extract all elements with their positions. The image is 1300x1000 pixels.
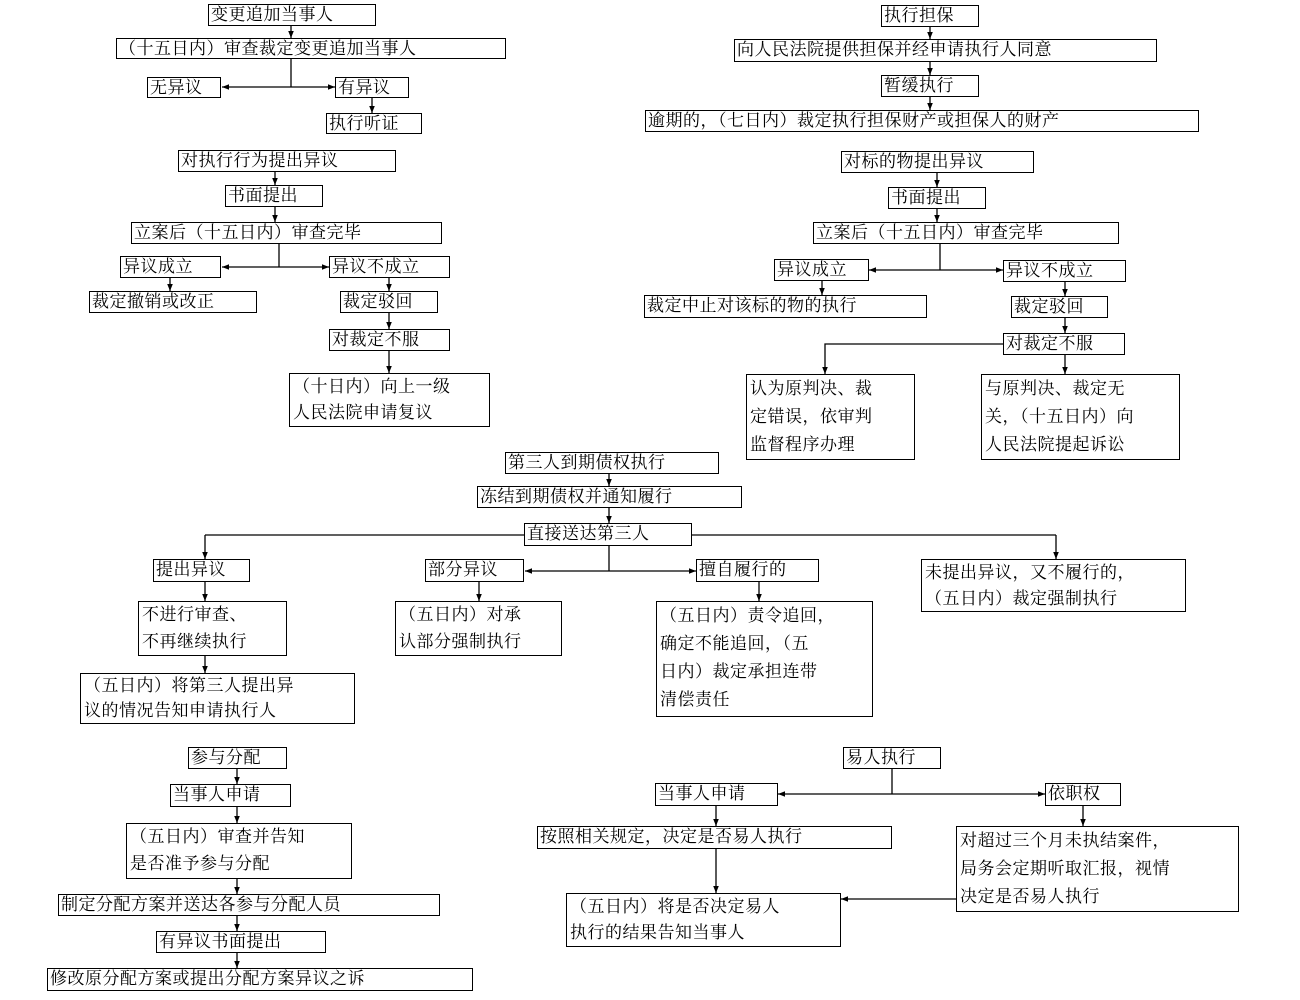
node-written-objection: 有异议书面提出 — [156, 931, 326, 953]
node-line: 清偿责任 — [660, 690, 730, 710]
node-line: 关，（十五日内）向 — [985, 407, 1134, 427]
node-party-application-1: 当事人申请 — [170, 784, 291, 807]
node-unauthorized-performance: 擅自履行的 — [696, 559, 819, 582]
node-line: （五日内）裁定强制执行 — [925, 589, 1118, 609]
node-objection-to-act: 对执行行为提出异议 — [178, 150, 396, 172]
node-objection-rejected-2: 异议不成立 — [1003, 260, 1126, 282]
node-partial-objection: 部分异议 — [425, 559, 524, 582]
node-draft-distribution-plan: 制定分配方案并送达各参与分配人员 — [58, 894, 440, 916]
node-trial-supervision — [746, 374, 915, 460]
node-line: 对超过三个月未执结案件， — [960, 831, 1170, 851]
node-third-party-claim: 第三人到期债权执行 — [505, 452, 719, 474]
node-no-objection: 无异议 — [147, 77, 221, 98]
node-execution-guarantee: 执行担保 — [881, 5, 979, 27]
node-dismiss-2: 裁定驳回 — [1011, 296, 1108, 318]
node-dissatisfied-2: 对裁定不服 — [1003, 333, 1125, 355]
node-line: 定错误，依审判 — [750, 407, 873, 427]
node-line: 确定不能追回，（五 — [660, 634, 809, 654]
node-dissatisfied-1: 对裁定不服 — [329, 329, 450, 351]
node-review-notify-distribution — [126, 823, 352, 879]
node-filing-review-1: 立案后（十五日内）审查完毕 — [131, 222, 442, 244]
node-line: 人民法院申请复议 — [293, 403, 433, 423]
node-line: 监督程序办理 — [750, 435, 855, 455]
node-line: 未提出异议，又不履行的， — [925, 563, 1135, 583]
node-change-executor: 易人执行 — [843, 747, 941, 769]
node-provide-guarantee: 向人民法院提供担保并经申请执行人同意 — [734, 39, 1157, 62]
node-party-application-2: 当事人申请 — [655, 783, 778, 806]
node-hearing: 执行听证 — [326, 113, 422, 134]
node-line: 局务会定期听取汇报，视情 — [960, 859, 1170, 879]
node-line: （五日内）责令追回， — [660, 606, 835, 626]
node-objection-upheld-2: 异议成立 — [774, 259, 869, 281]
node-file-lawsuit — [981, 374, 1180, 460]
node-line: 执行的结果告知当事人 — [570, 923, 745, 943]
node-no-objection-no-performance — [921, 559, 1186, 612]
node-line: 议的情况告知申请执行人 — [84, 701, 277, 721]
node-line: （五日内）对承 — [399, 605, 522, 625]
node-no-review — [138, 601, 287, 656]
node-apply-reconsideration — [289, 373, 490, 427]
node-line: 是否准予参与分配 — [130, 854, 270, 874]
node-notify-applicant — [80, 673, 355, 724]
node-modify-plan-or-sue: 修改原分配方案或提出分配方案异议之诉 — [47, 968, 473, 991]
node-freeze-claim: 冻结到期债权并通知履行 — [477, 486, 742, 508]
node-notify-result — [566, 893, 841, 947]
node-raise-objection: 提出异议 — [153, 559, 250, 582]
node-line: 认为原判决、裁 — [750, 379, 873, 399]
node-serve-third-party: 直接送达第三人 — [524, 523, 692, 546]
node-filing-review-2: 立案后（十五日内）审查完毕 — [813, 222, 1119, 244]
node-objection-rejected-1: 异议不成立 — [329, 256, 450, 278]
node-order-recovery — [656, 601, 873, 717]
node-line: 不进行审查、 — [142, 605, 247, 625]
node-objection-upheld-1: 异议成立 — [120, 256, 221, 278]
node-line: 认部分强制执行 — [399, 632, 522, 652]
node-revoke-or-correct: 裁定撤销或改正 — [89, 291, 257, 313]
node-suspend-execution: 暂缓执行 — [881, 75, 979, 97]
node-suspend-subject-execution: 裁定中止对该标的物的执行 — [644, 295, 927, 318]
node-overdue-case-review — [956, 826, 1239, 912]
node-change-add-party: 变更追加当事人 — [208, 4, 376, 26]
node-decide-per-rules: 按照相关规定，决定是否易人执行 — [537, 826, 892, 849]
node-objection-to-subject: 对标的物提出异议 — [841, 151, 1034, 173]
node-overdue-execution: 逾期的，（七日内）裁定执行担保财产或担保人的财产 — [645, 110, 1199, 132]
node-line: 人民法院提起诉讼 — [985, 435, 1125, 455]
node-written-submission-2: 书面提出 — [888, 187, 986, 209]
node-review-change-add-party: （十五日内）审查裁定变更追加当事人 — [116, 38, 506, 59]
node-participate-distribution: 参与分配 — [188, 747, 287, 769]
node-line: 与原判决、裁定无 — [985, 379, 1125, 399]
node-line: （五日内）将第三人提出异 — [84, 676, 294, 696]
arrow-e8-e9 — [825, 344, 1003, 374]
node-ex-officio: 依职权 — [1045, 783, 1121, 806]
node-has-objection: 有异议 — [335, 77, 409, 98]
node-dismiss-1: 裁定驳回 — [340, 291, 438, 313]
node-line: （五日内）审查并告知 — [130, 827, 305, 847]
node-written-submission-1: 书面提出 — [225, 185, 323, 207]
node-line: 决定是否易人执行 — [960, 887, 1100, 907]
node-line: （十日内）向上一级 — [293, 377, 451, 397]
node-line: 日内）裁定承担连带 — [660, 662, 818, 682]
node-line: （五日内）将是否决定易人 — [570, 897, 780, 917]
node-partial-enforcement — [395, 601, 562, 656]
node-line: 不再继续执行 — [142, 632, 247, 652]
